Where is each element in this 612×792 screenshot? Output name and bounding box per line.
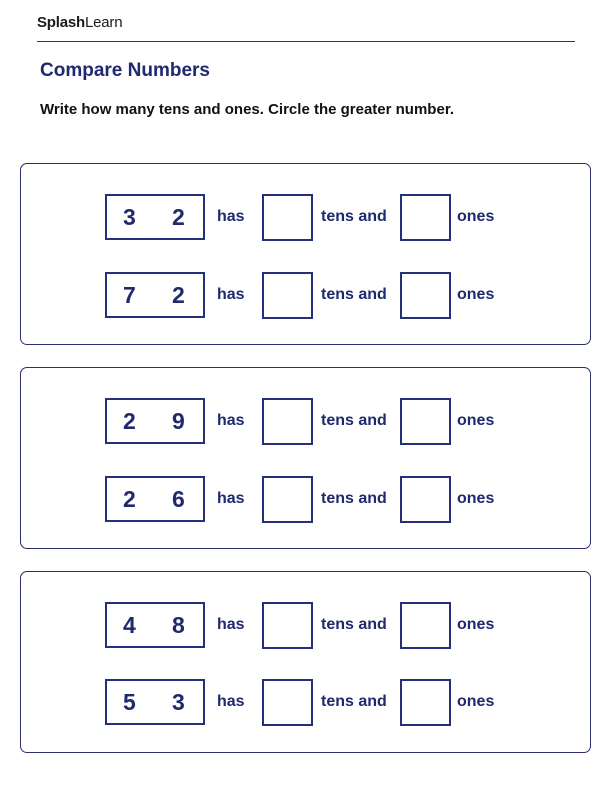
has-label: has xyxy=(217,412,245,429)
number-box[interactable] xyxy=(105,476,205,522)
question-panel-2 xyxy=(20,367,591,549)
number-box[interactable] xyxy=(105,679,205,725)
has-label: has xyxy=(217,693,245,710)
tens-and-label: tens and xyxy=(321,412,387,429)
header-divider xyxy=(37,41,575,42)
tens-and-label: tens and xyxy=(321,208,387,225)
ones-answer-box[interactable] xyxy=(400,272,451,319)
logo-splash: Splash xyxy=(37,14,85,31)
number-box[interactable] xyxy=(105,272,205,318)
tens-digit: 4 xyxy=(123,612,136,638)
ones-digit: 6 xyxy=(172,486,185,512)
tens-digit: 3 xyxy=(123,204,136,230)
ones-label: ones xyxy=(457,208,495,225)
tens-answer-box[interactable] xyxy=(262,194,313,241)
tens-digit: 5 xyxy=(123,689,136,715)
page-title: Compare Numbers xyxy=(40,60,210,81)
question-row xyxy=(21,602,590,650)
question-row xyxy=(21,398,590,446)
instructions: Write how many tens and ones. Circle the greater number. xyxy=(40,101,454,118)
ones-digit: 3 xyxy=(172,689,185,715)
question-row xyxy=(21,272,590,320)
ones-digit: 2 xyxy=(172,282,185,308)
logo-learn: Learn xyxy=(84,14,123,31)
has-label: has xyxy=(217,490,245,507)
has-label: has xyxy=(217,208,245,225)
ones-label: ones xyxy=(457,693,495,710)
ones-label: ones xyxy=(457,490,495,507)
ones-label: ones xyxy=(457,616,495,633)
number-box[interactable] xyxy=(105,398,205,444)
ones-digit: 2 xyxy=(172,204,185,230)
question-row xyxy=(21,679,590,727)
tens-answer-box[interactable] xyxy=(262,476,313,523)
tens-answer-box[interactable] xyxy=(262,679,313,726)
ones-digit: 8 xyxy=(172,612,185,638)
tens-digit: 7 xyxy=(123,282,136,308)
tens-answer-box[interactable] xyxy=(262,602,313,649)
has-label: has xyxy=(217,616,245,633)
ones-digit: 9 xyxy=(172,408,185,434)
number-box[interactable] xyxy=(105,194,205,240)
ones-answer-box[interactable] xyxy=(400,476,451,523)
question-panel-3 xyxy=(20,571,591,753)
tens-and-label: tens and xyxy=(321,616,387,633)
tens-and-label: tens and xyxy=(321,490,387,507)
ones-label: ones xyxy=(457,286,495,303)
ones-answer-box[interactable] xyxy=(400,194,451,241)
tens-answer-box[interactable] xyxy=(262,398,313,445)
number-box[interactable] xyxy=(105,602,205,648)
ones-answer-box[interactable] xyxy=(400,679,451,726)
tens-answer-box[interactable] xyxy=(262,272,313,319)
question-panel-1 xyxy=(20,163,591,345)
ones-label: ones xyxy=(457,412,495,429)
tens-digit: 2 xyxy=(123,486,136,512)
question-row xyxy=(21,476,590,524)
tens-digit: 2 xyxy=(123,408,136,434)
ones-answer-box[interactable] xyxy=(400,398,451,445)
ones-answer-box[interactable] xyxy=(400,602,451,649)
question-row xyxy=(21,194,590,242)
splashlearn-logo xyxy=(37,14,122,31)
tens-and-label: tens and xyxy=(321,286,387,303)
tens-and-label: tens and xyxy=(321,693,387,710)
has-label: has xyxy=(217,286,245,303)
